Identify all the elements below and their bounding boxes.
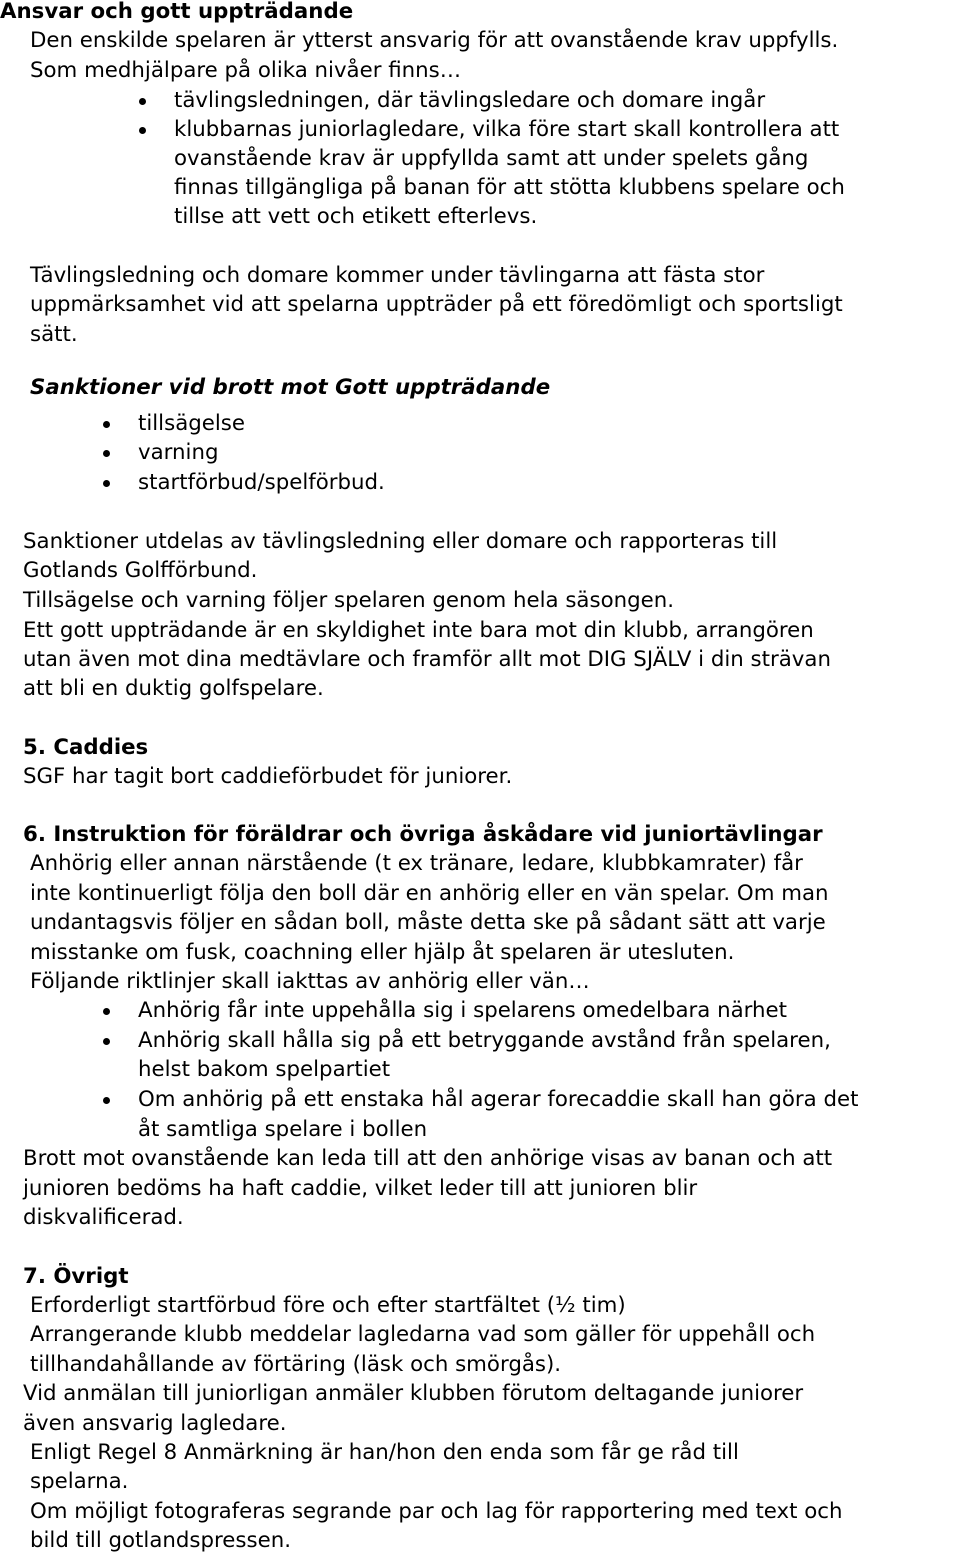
paragraph-line: Arrangerande klubb meddelar lagledarna vad som gäller för uppehåll och xyxy=(30,1322,816,1347)
list-item: tillsägelse xyxy=(138,411,245,436)
list-item: ovanstående krav är uppfyllda samt att under spelets gång xyxy=(174,146,809,171)
paragraph-line: Den enskilde spelaren är ytterst ansvarig för att ovanstående krav uppfylls. xyxy=(30,28,839,53)
list-item: tävlingsledningen, där tävlingsledare och domare ingår xyxy=(174,88,766,113)
paragraph-line: spelarna. xyxy=(30,1469,129,1494)
bullet-icon xyxy=(103,1008,110,1015)
paragraph-line: bild till gotlandspressen. xyxy=(30,1528,291,1553)
section-heading-responsibility: Ansvar och gott uppträdande xyxy=(0,0,354,24)
section-heading-sanctions: Sanktioner vid brott mot Gott uppträdande xyxy=(30,375,551,400)
paragraph-line: Erforderligt startförbud före och efter startfältet (½ tim) xyxy=(30,1293,626,1318)
section-heading-caddies: 5. Caddies xyxy=(23,735,149,760)
list-item: tillse att vett och etikett efterlevs. xyxy=(174,204,538,229)
paragraph-line: Ett gott uppträdande är en skyldighet inte bara mot din klubb, arrangören xyxy=(23,618,814,643)
paragraph-line: Vid anmälan till juniorligan anmäler klubben förutom deltagande juniorer xyxy=(23,1381,804,1406)
paragraph-line: Följande riktlinjer skall iakttas av anhörig eller vän… xyxy=(30,969,590,994)
bullet-icon xyxy=(139,127,146,134)
paragraph-line: Tävlingsledning och domare kommer under tävlingarna att fästa stor xyxy=(30,263,765,288)
paragraph-line: undantagsvis följer en sådan boll, måste detta ske på sådant sätt att varje xyxy=(30,910,826,935)
list-item: klubbarnas juniorlagledare, vilka före start skall kontrollera att xyxy=(174,117,840,142)
list-item: Anhörig får inte uppehålla sig i spelarens omedelbara närhet xyxy=(138,998,787,1023)
section-heading-other: 7. Övrigt xyxy=(23,1264,129,1289)
paragraph-line: Anhörig eller annan närstående (t ex tränare, ledare, klubbkamrater) får xyxy=(30,851,803,876)
paragraph-line: Brott mot ovanstående kan leda till att den anhörige visas av banan och att xyxy=(23,1146,833,1171)
paragraph-line: SGF har tagit bort caddieförbudet för juniorer. xyxy=(23,764,513,789)
paragraph-line: Gotlands Golfförbund. xyxy=(23,558,258,583)
list-item: finnas tillgängliga på banan för att stötta klubbens spelare och xyxy=(174,175,845,200)
bullet-icon xyxy=(103,421,110,428)
paragraph-line: inte kontinuerligt följa den boll där en anhörig eller en vän spelar. Om man xyxy=(30,881,829,906)
list-item: varning xyxy=(138,440,219,465)
paragraph-line: Tillsägelse och varning följer spelaren genom hela säsongen. xyxy=(23,588,674,613)
paragraph-line: misstanke om fusk, coachning eller hjälp åt spelaren är utesluten. xyxy=(30,940,735,965)
paragraph-line: även ansvarig lagledare. xyxy=(23,1411,287,1436)
paragraph-line: Sanktioner utdelas av tävlingsledning eller domare och rapporteras till xyxy=(23,529,778,554)
paragraph-line: Som medhjälpare på olika nivåer finns… xyxy=(30,58,462,83)
bullet-icon xyxy=(139,98,146,105)
paragraph-line: diskvalificerad. xyxy=(23,1205,184,1230)
list-item: Anhörig skall hålla sig på ett betryggande avstånd från spelaren, xyxy=(138,1028,831,1053)
section-heading-parents: 6. Instruktion för föräldrar och övriga åskådare vid juniortävlingar xyxy=(23,822,823,847)
paragraph-line: junioren bedöms ha haft caddie, vilket leder till att junioren blir xyxy=(23,1176,698,1201)
paragraph-line: sätt. xyxy=(30,322,78,347)
paragraph-line: Enligt Regel 8 Anmärkning är han/hon den enda som får ge råd till xyxy=(30,1440,739,1465)
bullet-icon xyxy=(103,1038,110,1045)
paragraph-line: uppmärksamhet vid att spelarna uppträder på ett föredömligt och sportsligt xyxy=(30,292,843,317)
paragraph-line: tillhandahållande av förtäring (läsk och smörgås). xyxy=(30,1352,562,1377)
list-item: startförbud/spelförbud. xyxy=(138,470,385,495)
paragraph-line: utan även mot dina medtävlare och framför allt mot DIG SJÄLV i din strävan xyxy=(23,647,831,672)
list-item: helst bakom spelpartiet xyxy=(138,1057,391,1082)
list-item: Om anhörig på ett enstaka hål agerar forecaddie skall han göra det xyxy=(138,1087,859,1112)
paragraph-line: att bli en duktig golfspelare. xyxy=(23,676,324,701)
paragraph-line: Om möjligt fotograferas segrande par och lag för rapportering med text och xyxy=(30,1499,843,1524)
bullet-icon xyxy=(103,450,110,457)
bullet-icon xyxy=(103,480,110,487)
list-item: åt samtliga spelare i bollen xyxy=(138,1117,428,1142)
bullet-icon xyxy=(103,1097,110,1104)
